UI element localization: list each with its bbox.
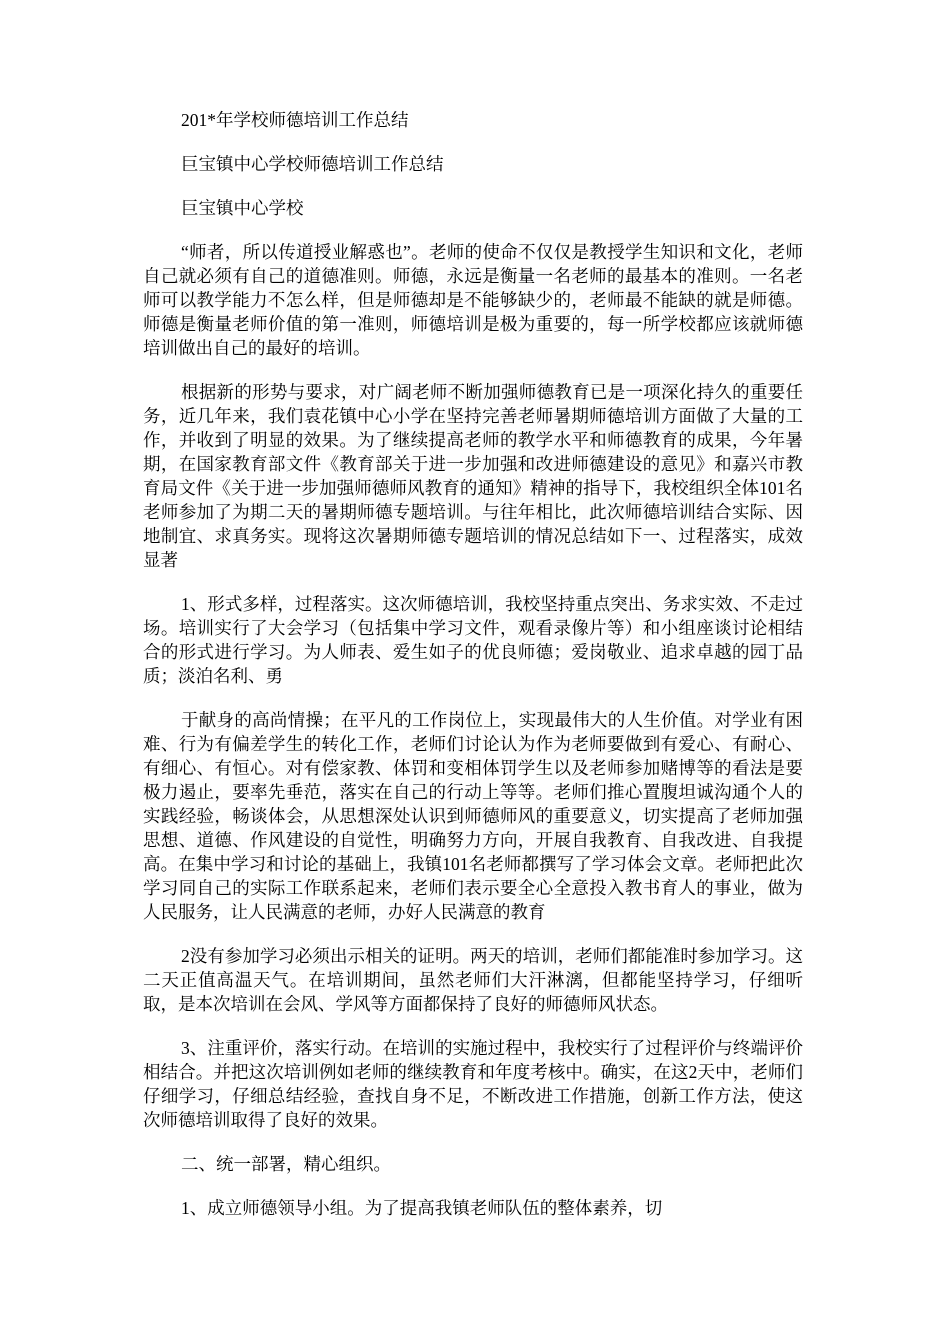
paragraph-point-1: 1、形式多样，过程落实。这次师德培训，我校坚持重点突出、务求实效、不走过场。培训实行了大会学习（包括集中学习文件，观看录像片等）和小组座谈讨论相结合的形式进行学习。为人师表、爱生如子的优良师德；爱岗敬业、追求卓越的园丁品质；淡泊名利、勇 xyxy=(143,594,803,686)
paragraph-point-1-continued: 于献身的高尚情操；在平凡的工作岗位上，实现最伟大的人生价值。对学业有困难、行为有偏差学生的转化工作，老师们讨论认为作为老师要做到有爱心、有耐心、有细心、有恒心。对有偿家教、体罚和变相体罚学生以及老师参加赌博等的看法是要极力遏止，要率先垂范，落实在自己的行动上等等。老师们推心置腹坦诚沟通个人的实践经验，畅谈体会，从思想深处认识到师德师风的重要意义，切实提高了老师加强思想、道德、作风建设的自觉性，明确努力方向，开展自我教育、自我改进、自我提高。在集中学习和讨论的基础上，我镇101名老师都撰写了学习体会文章。老师把此次学习同自己的实际工作联系起来，老师们表示要全心全意投入教书育人的事业，做为人民服务，让人民满意的老师，办好人民满意的教育 xyxy=(143,710,803,922)
paragraph-section-2-point-1: 1、成立师德领导小组。为了提高我镇老师队伍的整体素养，切 xyxy=(181,1198,663,1218)
paragraph-background: 根据新的形势与要求，对广阔老师不断加强师德教育已是一项深化持久的重要任务，近几年来，我们袁花镇中心小学在坚持完善老师暑期师德培训方面做了大量的工作，并收到了明显的效果。为了继续提高老师的教学水平和师德教育的成果，今年暑期，在国家教育部文件《教育部关于进一步加强和改进师德建设的意见》和嘉兴市教育局文件《关于进一步加强师德师风教育的通知》精神的指导下，我校组织全体101名老师参加了为期二天的暑期师德专题培训。与往年相比，此次师德培训结合实际、因地制宜、求真务实。现将这次暑期师德专题培训的情况总结如下一、过程落实，成效显著 xyxy=(143,382,803,570)
paragraph-point-3: 3、注重评价，落实行动。在培训的实施过程中，我校实行了过程评价与终端评价相结合。并把这次培训例如老师的继续教育和年度考核中。确实，在这2天中，老师们仔细学习，仔细总结经验，查找自身不足，不断改进工作措施，创新工作方法，使这次师德培训取得了良好的效果。 xyxy=(143,1038,803,1130)
document-title: 201*年学校师德培训工作总结 xyxy=(181,110,409,130)
section-heading-2: 二、统一部署，精心组织。 xyxy=(181,1154,391,1174)
document-subtitle: 巨宝镇中心学校师德培训工作总结 xyxy=(181,154,444,174)
paragraph-intro: “师者，所以传道授业解惑也”。老师的使命不仅仅是教授学生知识和文化，老师自己就必须有自己的道德准则。师德，永远是衡量一名老师的最基本的准则。一名老师可以教学能力不怎么样，但是师德却是不能够缺少的，老师最不能缺的就是师德。师德是衡量老师价值的第一准则，师德培训是极为重要的，每一所学校都应该就师德培训做出自己的最好的培训。 xyxy=(143,242,803,358)
document-page xyxy=(143,108,803,1240)
paragraph-point-2: 2没有参加学习必须出示相关的证明。两天的培训，老师们都能准时参加学习。这二天正值高温天气。在培训期间，虽然老师们大汗淋漓，但都能坚持学习，仔细听取，是本次培训在会风、学风等方面都保持了良好的师德师风状态。 xyxy=(143,946,803,1014)
document-author: 巨宝镇中心学校 xyxy=(181,198,304,218)
